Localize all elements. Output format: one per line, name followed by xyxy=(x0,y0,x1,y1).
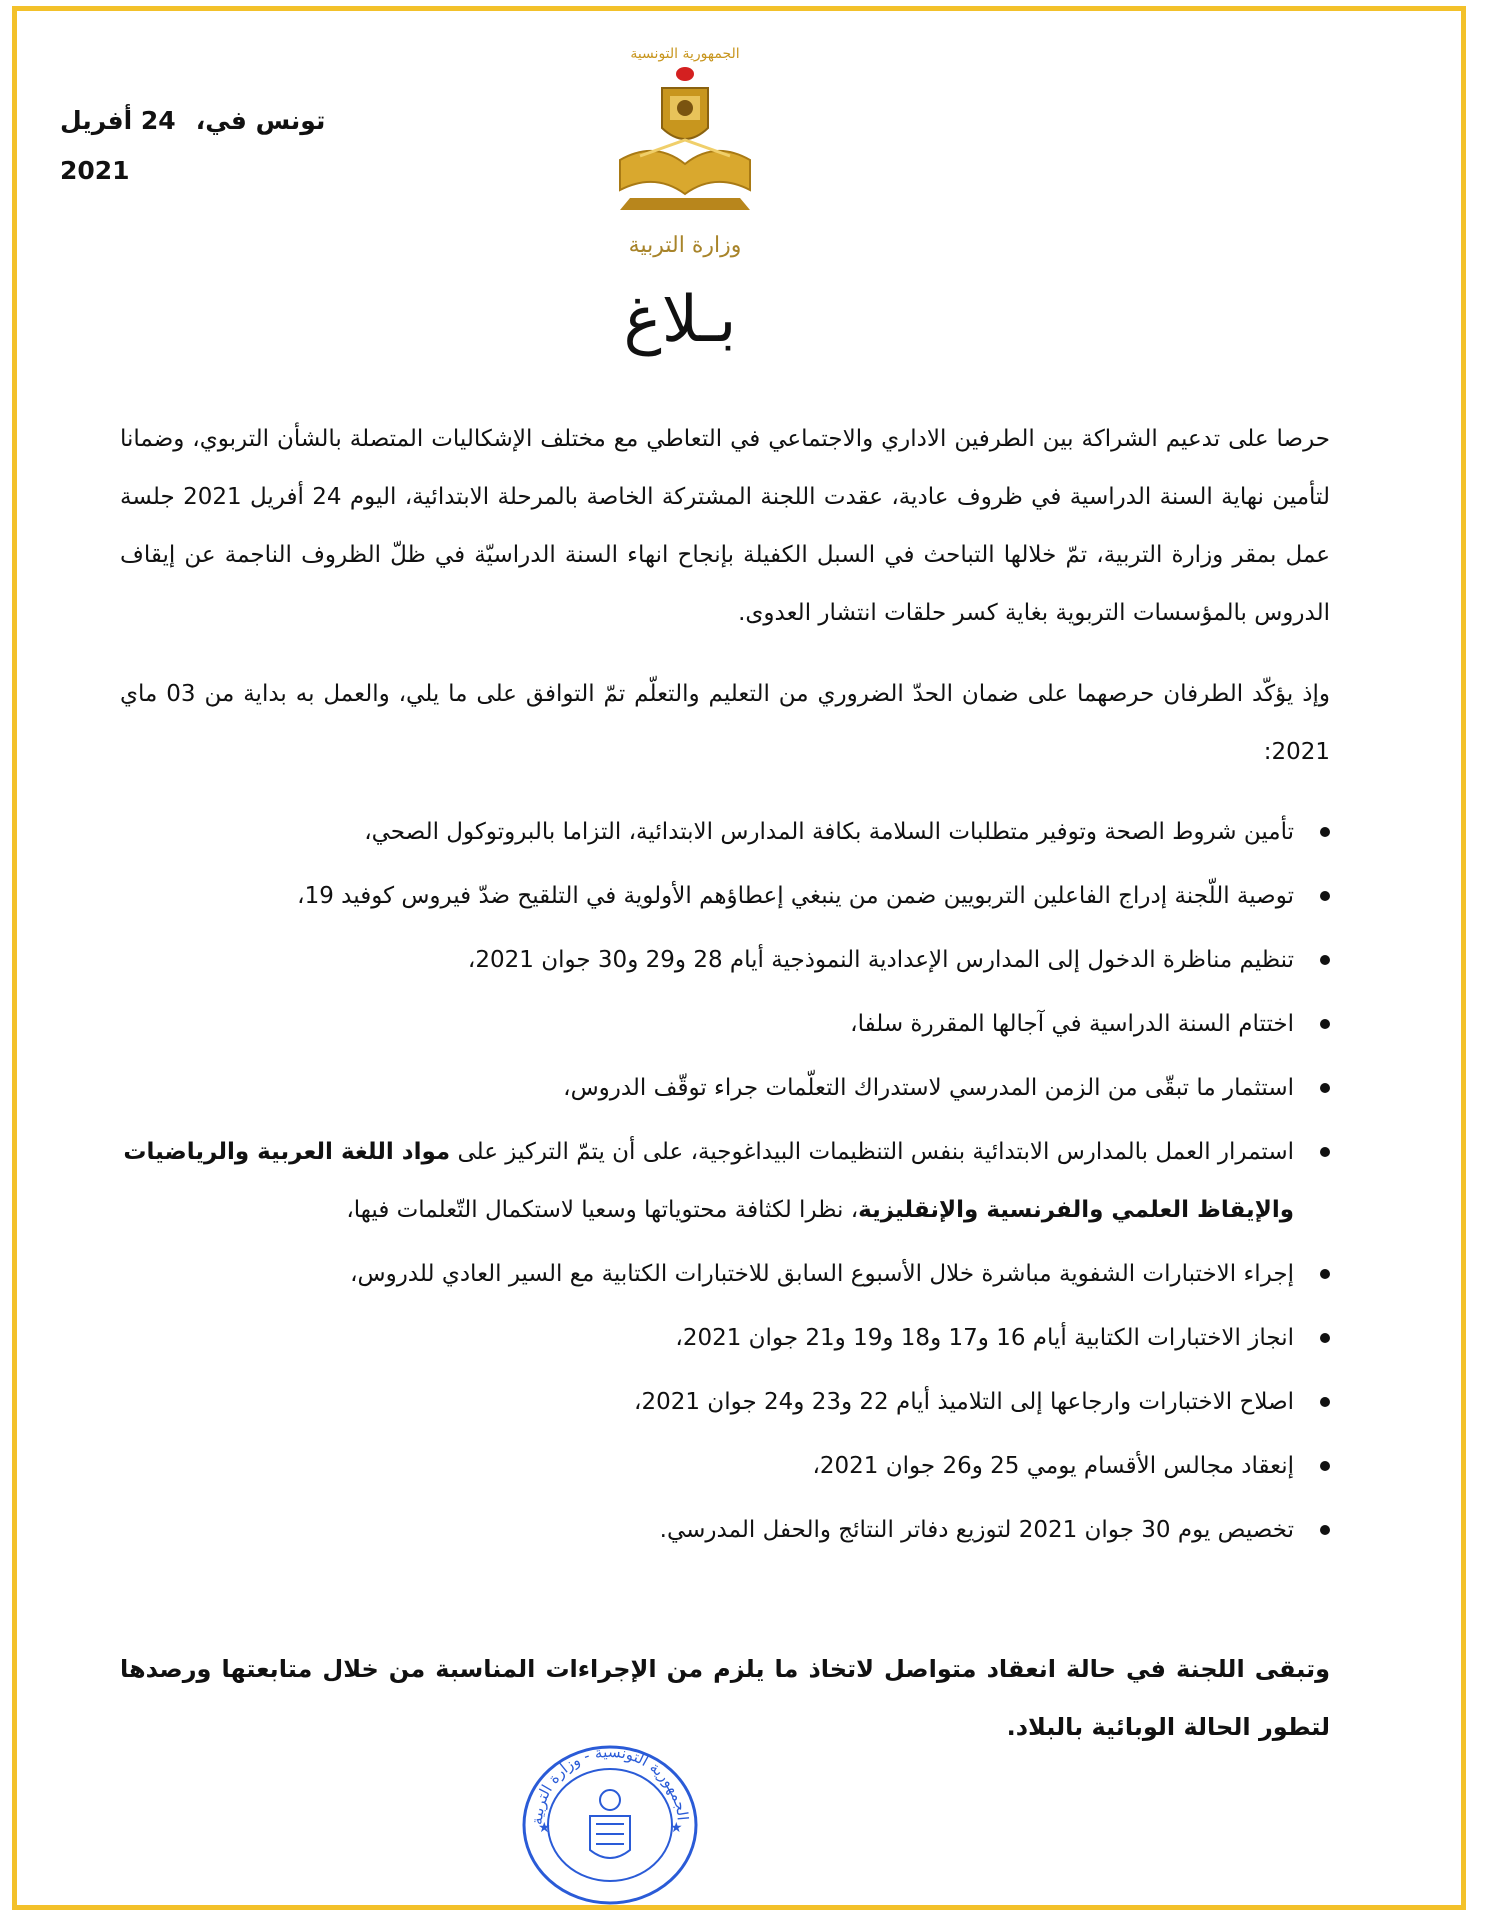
date-prefix: تونس في، xyxy=(195,106,326,135)
list-item xyxy=(120,1245,1330,1303)
list-item-text: استثمار ما تبقّى من الزمن المدرسي لاستدراك التعلّمات جراء توقّف الدروس، xyxy=(563,1075,1294,1101)
list-item-text: اختتام السنة الدراسية في آجالها المقررة سلفا، xyxy=(850,1011,1294,1037)
list-item xyxy=(120,1123,1330,1239)
bullet-icon xyxy=(1320,1083,1330,1093)
list-item-text: انجاز الاختبارات الكتابية أيام 16 و17 و18 و19 و21 جوان 2021، xyxy=(675,1325,1294,1351)
list-item-text-after: ، نظرا لكثافة محتوياتها وسعيا لاستكمال التّعلمات فيها، xyxy=(346,1197,859,1223)
bullet-icon xyxy=(1320,1525,1330,1535)
svg-text:★: ★ xyxy=(670,1820,683,1836)
bullet-icon xyxy=(1320,955,1330,965)
list-item-text: تنظيم مناظرة الدخول إلى المدارس الإعدادية النموذجية أيام 28 و29 و30 جوان 2021، xyxy=(467,947,1294,973)
list-item-text: تخصيص يوم 30 جوان 2021 لتوزيع دفاتر النتائج والحفل المدرسي. xyxy=(659,1517,1294,1543)
intro-paragraph: حرصا على تدعيم الشراكة بين الطرفين الاداري والاجتماعي في التعاطي مع مختلف الإشكاليات المتصلة بالشأن التربوي، وضمانا لتأمين نهاية السنة الدراسية في ظروف عادية، عقدت اللجنة المشتركة الخاصة بالمرحلة الابتدائية، اليوم 24 أفريل 2021 جلسة عمل بمقر وزارة التربية، تمّ خلالها التباحث في السبل الكفيلة بإنجاح انهاء السنة الدراسيّة في ظلّ الظروف الناجمة عن إيقاف الدروس بالمؤسسات التربوية بغاية كسر حلقات انتشار العدوى. xyxy=(120,426,1330,626)
emblem-bottom-text: وزارة التربية xyxy=(628,233,742,258)
bullet-icon xyxy=(1320,1333,1330,1343)
document-date xyxy=(60,96,360,185)
date-value: 24 أفريل 2021 xyxy=(60,106,176,185)
closing-paragraph: وتبقى اللجنة في حالة انعقاد متواصل لاتخاذ ما يلزم من الإجراءات المناسبة من خلال متابعتها ورصدها لتطور الحالة الوبائية بالبلاد. xyxy=(120,1655,1330,1741)
list-item-text: إنعقاد مجالس الأقسام يومي 25 و26 جوان 2021، xyxy=(812,1453,1294,1479)
agreement-paragraph: وإذ يؤكّد الطرفان حرصهما على ضمان الحدّ الضروري من التعليم والتعلّم تمّ التوافق على ما يلي، والعمل به بداية من 03 ماي 2021: xyxy=(120,681,1330,765)
bullet-icon xyxy=(1320,1461,1330,1471)
list-item xyxy=(120,867,1330,925)
svg-text:★: ★ xyxy=(538,1820,551,1836)
bullet-icon xyxy=(1320,1019,1330,1029)
decision-list xyxy=(120,803,1330,1565)
list-item xyxy=(120,1309,1330,1367)
list-item-text: إجراء الاختبارات الشفوية مباشرة خلال الأسبوع السابق للاختبارات الكتابية مع السير العادي للدروس، xyxy=(350,1261,1294,1287)
page-title: بـلاغ xyxy=(623,283,737,357)
list-item xyxy=(120,1501,1330,1559)
bullet-icon xyxy=(1320,891,1330,901)
list-item-text: توصية اللّجنة إدراج الفاعلين التربويين ضمن من ينبغي إعطاؤهم الأولوية في التلقيح ضدّ فيروس كوفيد 19، xyxy=(297,883,1294,909)
list-item-text: اصلاح الاختبارات وارجاعها إلى التلاميذ أيام 22 و23 و24 جوان 2021، xyxy=(634,1389,1294,1415)
list-item xyxy=(120,931,1330,989)
list-item xyxy=(120,1437,1330,1495)
emblem-top-text: الجمهورية التونسية xyxy=(630,46,740,62)
bullet-icon xyxy=(1320,827,1330,837)
list-item-text-before: استمرار العمل بالمدارس الابتدائية بنفس التنظيمات البيداغوجية، على أن يتمّ التركيز على xyxy=(450,1139,1294,1165)
list-item xyxy=(120,995,1330,1053)
stamp-text: الجمهورية التونسية - وزارة التربية xyxy=(527,1742,692,1826)
list-item xyxy=(120,1373,1330,1431)
list-item-text-bold: مواد اللغة العربية والرياضيات والإيقاظ العلمي والفرنسية والإنقليزية xyxy=(123,1139,1294,1223)
list-item-text: تأمين شروط الصحة وتوفير متطلبات السلامة بكافة المدارس الابتدائية، التزاما بالبروتوكول الصحي، xyxy=(364,819,1294,845)
bullet-icon xyxy=(1320,1269,1330,1279)
ministry-emblem-logo xyxy=(600,40,770,270)
list-item xyxy=(120,803,1330,861)
official-stamp-seal xyxy=(520,1742,700,1908)
list-item xyxy=(120,1059,1330,1117)
bullet-icon xyxy=(1320,1147,1330,1157)
bullet-icon xyxy=(1320,1397,1330,1407)
